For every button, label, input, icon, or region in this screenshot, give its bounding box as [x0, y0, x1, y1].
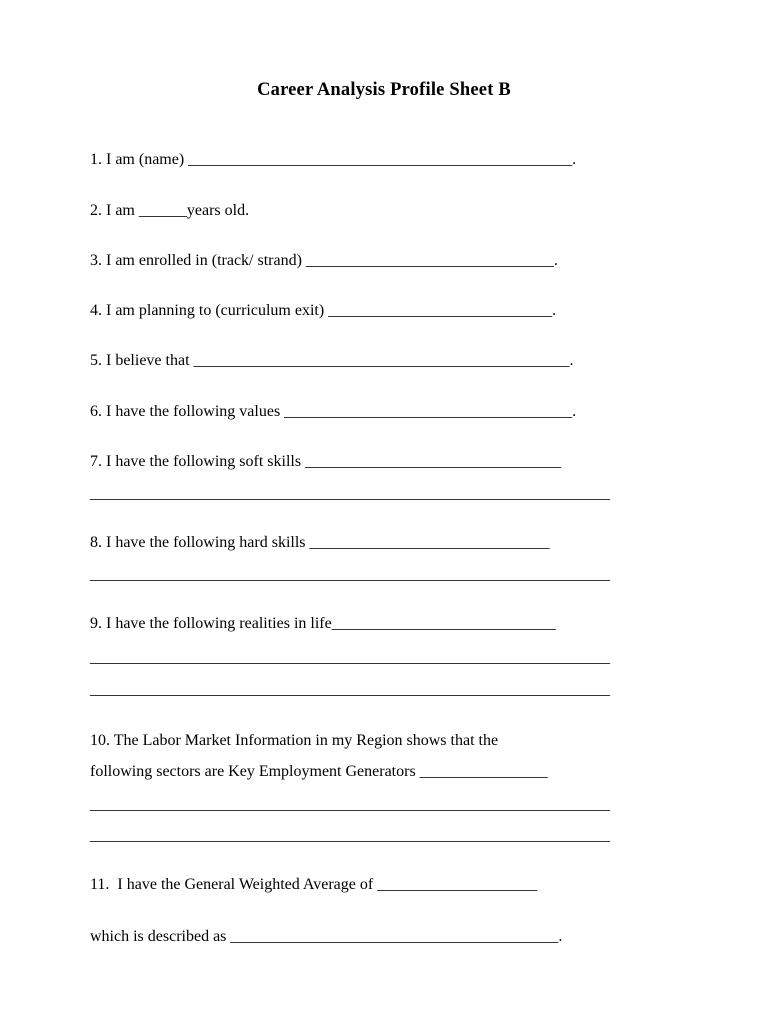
item-9-blank-line-1: _________________________________________________________________ — [90, 649, 610, 666]
item-9-realities: 9. I have the following realities in life____________________________ — [90, 615, 556, 632]
item-10-sectors: following sectors are Key Employment Generators ________________ — [90, 763, 548, 780]
item-8-blank-line: _________________________________________________________________ — [90, 566, 610, 583]
item-10-blank-line-2: _________________________________________________________________ — [90, 827, 610, 844]
item-10-blank-line-1: _________________________________________________________________ — [90, 796, 610, 813]
item-2-age: 2. I am ______years old. — [90, 202, 250, 219]
item-3-track: 3. I am enrolled in (track/ strand) _______________________________. — [90, 252, 558, 269]
page-title: Career Analysis Profile Sheet B — [257, 80, 511, 100]
item-9-blank-line-2: _________________________________________________________________ — [90, 681, 610, 698]
item-8-hard-skills: 8. I have the following hard skills ______________________________ — [90, 534, 550, 551]
item-11-gwa: 11. I have the General Weighted Average of ____________________ — [90, 876, 538, 893]
item-10-labor-market: 10. The Labor Market Information in my Region shows that the — [90, 732, 499, 749]
item-5-belief: 5. I believe that _______________________________________________. — [90, 352, 574, 369]
item-1-name: 1. I am (name) ________________________________________________. — [90, 151, 577, 168]
item-11-description: which is described as _________________________________________. — [90, 928, 563, 945]
item-7-blank-line: _________________________________________________________________ — [90, 485, 610, 502]
item-4-curriculum-exit: 4. I am planning to (curriculum exit) ____________________________. — [90, 302, 557, 319]
item-6-values: 6. I have the following values ____________________________________. — [90, 403, 577, 420]
item-7-soft-skills: 7. I have the following soft skills ________________________________ — [90, 453, 562, 470]
